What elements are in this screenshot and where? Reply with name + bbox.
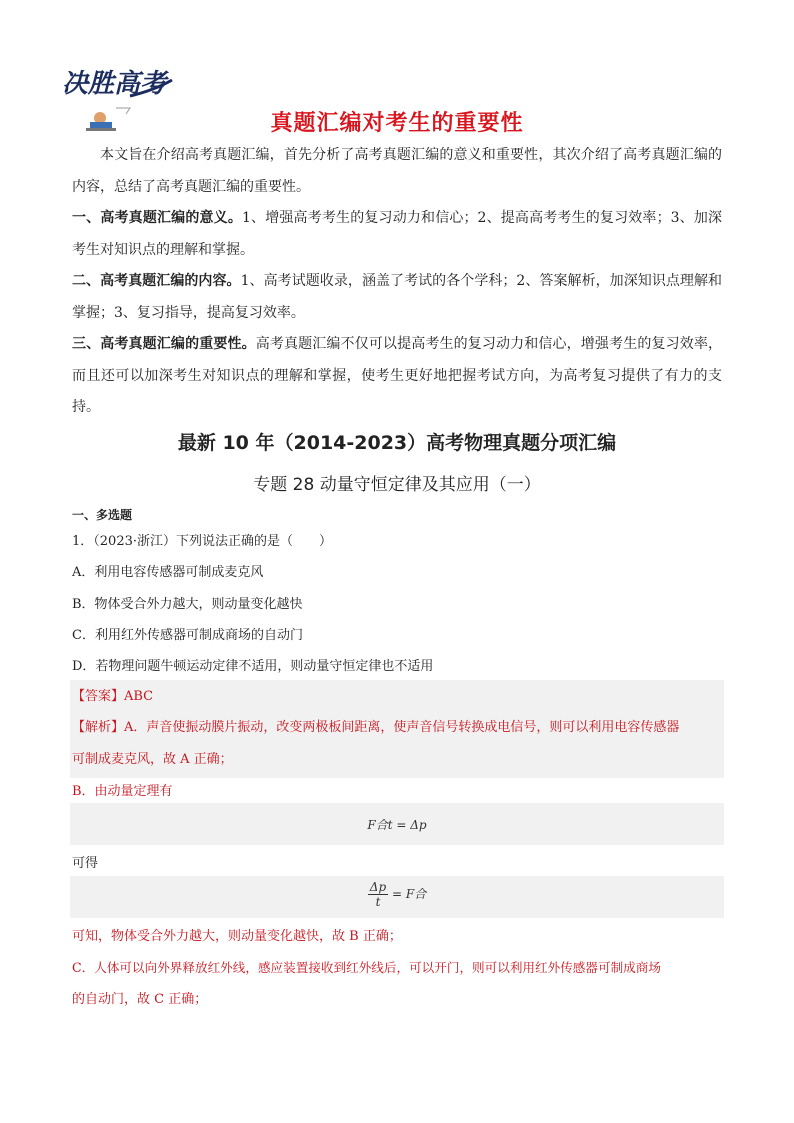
analysis-a-line1 — [72, 716, 724, 735]
sub-heading: 专题 28 动量守恒定律及其应用（一） — [253, 475, 541, 495]
option-b: B．物体受合外力越大，则动量变化越快 — [72, 596, 303, 612]
formula-momentum-theorem: F合t = Δp — [70, 816, 724, 833]
logo-text: 决胜高考 — [62, 69, 167, 99]
main-heading: 最新 10 年（2014-2023）高考物理真题分项汇编 — [177, 432, 617, 454]
option-d: D．若物理问题牛顿运动定律不适用，则动量守恒定律也不适用 — [72, 659, 434, 675]
analysis-label: 【解析】 — [72, 720, 125, 735]
content-paragraph — [72, 266, 722, 329]
fraction — [368, 880, 388, 909]
option-a: A．利用电容传感器可制成麦克风 — [72, 565, 264, 581]
meaning-paragraph — [72, 203, 722, 266]
intro-section — [72, 140, 722, 424]
question-block — [72, 526, 724, 682]
analysis-a-line2: 可制成麦克风，故 A 正确； — [72, 752, 233, 767]
analysis-a-text: A．声音使振动膜片振动，改变两极板间距离，使声音信号转换成电信号，则可以利用电容传感器 — [124, 720, 680, 735]
analysis-b-line2: 可得 — [72, 856, 99, 871]
analysis-b-line3: 可知，物体受合外力越大，则动量变化越快，故 B 正确； — [72, 929, 402, 944]
importance-paragraph — [72, 329, 722, 424]
meaning-text: 1、增强高考考生的复习动力和信心；2、提高高考考生的复习效率；3、加深考生对知识点的理解和掌握。 — [72, 210, 722, 258]
content-text: 1、高考试题收录，涵盖了考试的各个学科；2、答案解析，加深知识点理解和掌握；3、复习指导，提高复习效率。 — [72, 273, 723, 321]
formula-fraction — [70, 880, 724, 909]
content-label: 二、高考真题汇编的内容。 — [72, 273, 241, 289]
analysis-c-line1: C．人体可以向外界释放红外线，感应装置接收到红外线后，可以开门，则可以利用红外传感器可制成商场 — [72, 960, 661, 975]
importance-label: 三、高考真题汇编的重要性。 — [72, 336, 256, 352]
page-title: 真题汇编对考生的重要性 — [270, 111, 524, 136]
fraction-rhs: = F合 — [391, 887, 427, 901]
analysis-c-line2: 的自动门，故 C 正确； — [72, 992, 208, 1007]
fraction-numerator: Δp — [369, 880, 387, 894]
section-heading: 一、多选题 — [72, 508, 133, 522]
analysis-b-line1: B．由动量定理有 — [72, 784, 173, 799]
option-c: C．利用红外传感器可制成商场的自动门 — [72, 627, 303, 643]
question-stem: 1．（2023·浙江）下列说法正确的是（ ） — [72, 534, 332, 549]
intro-paragraph: 本文旨在介绍高考真题汇编，首先分析了高考真题汇编的意义和重要性，其次介绍了高考真题汇编的内容，总结了高考真题汇编的重要性。 — [72, 147, 722, 195]
meaning-label: 一、高考真题汇编的意义。 — [72, 210, 242, 226]
importance-text: 高考真题汇编不仅可以提高考生的复习动力和信心，增强考生的复习效率，而且还可以加深考生对知识点的理解和掌握，使考生更好地把握考试方向，为高考复习提供了有力的支持。 — [72, 336, 722, 415]
fraction-denominator: t — [375, 895, 381, 909]
answer-label: 【答案】ABC — [72, 689, 154, 704]
